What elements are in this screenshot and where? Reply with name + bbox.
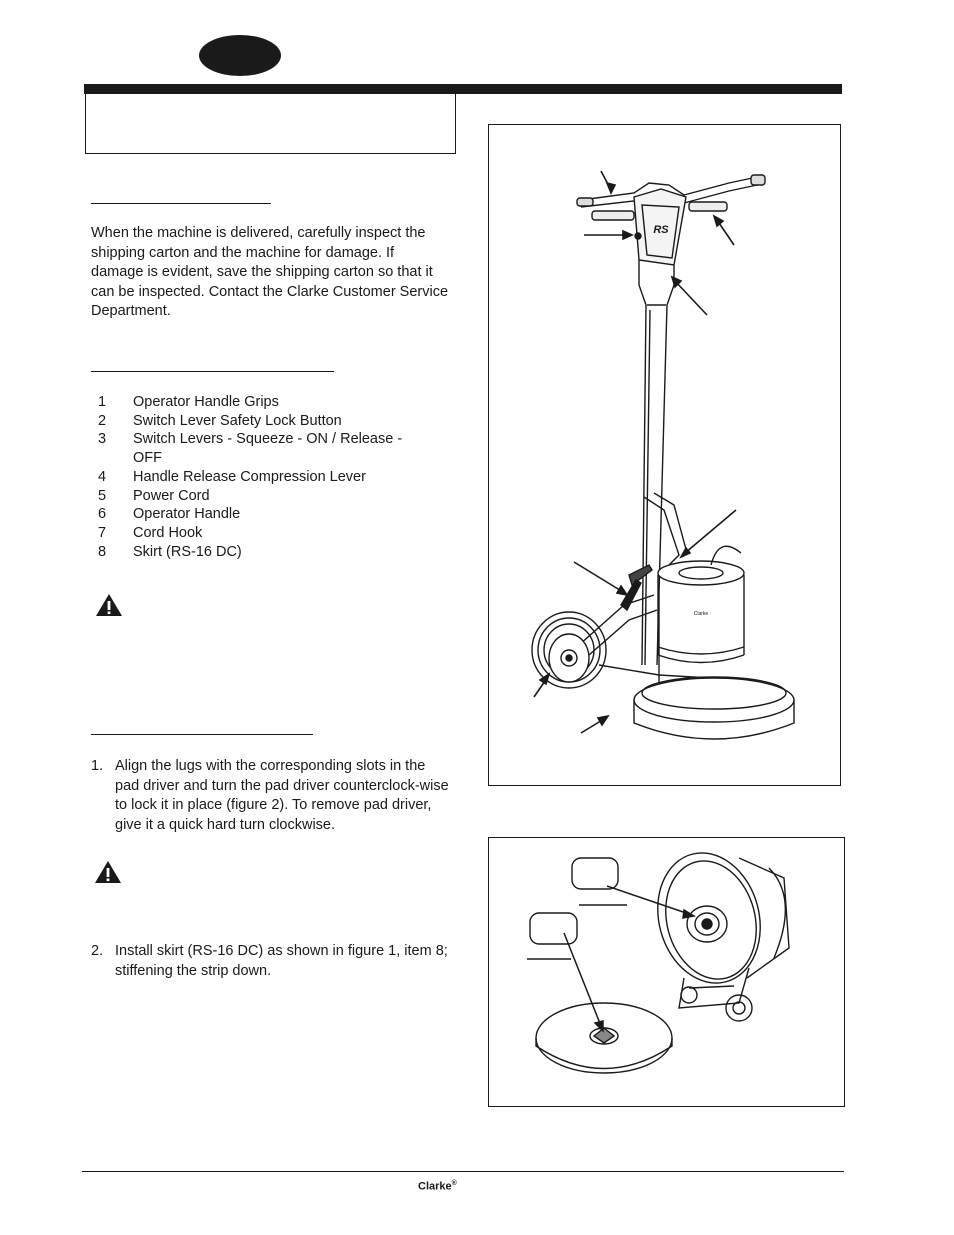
warning-icon xyxy=(94,860,122,884)
callout-box xyxy=(530,913,577,944)
list-item: 5 Power Cord xyxy=(98,487,210,504)
footer-brand: Clarke® xyxy=(418,1180,457,1193)
list-item: 2. Install skirt (RS-16 DC) as shown in figure 1, item 8; stiffening the strip down. xyxy=(91,943,448,979)
list-item: 8 Skirt (RS-16 DC) xyxy=(98,543,242,560)
header-bar xyxy=(84,84,842,94)
handle-logo: RS xyxy=(653,224,669,236)
list-item: 2 Switch Lever Safety Lock Button xyxy=(98,412,342,429)
list-item: 3 Switch Levers - Squeeze - ON / Release - OFF xyxy=(98,431,403,467)
section-heading-rule xyxy=(91,734,313,735)
callout-box xyxy=(572,858,618,889)
section-heading-rule xyxy=(91,203,271,204)
figure-2 xyxy=(488,837,845,1107)
list-item: 1 Operator Handle Grips xyxy=(98,394,279,410)
list-item: 7 Cord Hook xyxy=(98,524,203,541)
footer-rule xyxy=(82,1171,844,1172)
list-item: 6 Operator Handle xyxy=(98,506,241,523)
intro-paragraph: When the machine is delivered, carefully inspect the shipping carton and the machine for damage. If damage is evident, save the shipping carton so that it can be inspected. Contact the Clarke Customer Service Department. xyxy=(91,225,449,319)
section-heading-rule xyxy=(91,371,334,372)
list-item: 4 Handle Release Compression Lever xyxy=(98,468,366,485)
svg-text:Clarke: Clarke xyxy=(693,611,709,617)
floor-machine-illustration xyxy=(489,125,840,785)
figure-1 xyxy=(488,124,841,786)
title-box xyxy=(85,94,456,154)
list-item: 1. Align the lugs with the corresponding slots in the pad driver and turn the pad driver counterclock-wise to lock it in place (figure 2). To remove pad driver, give it a quick hard turn clockwise. xyxy=(91,758,449,833)
parts-list xyxy=(91,393,431,561)
pad-driver-illustration xyxy=(489,838,844,1106)
warning-icon xyxy=(95,593,123,617)
language-tab xyxy=(199,35,281,76)
